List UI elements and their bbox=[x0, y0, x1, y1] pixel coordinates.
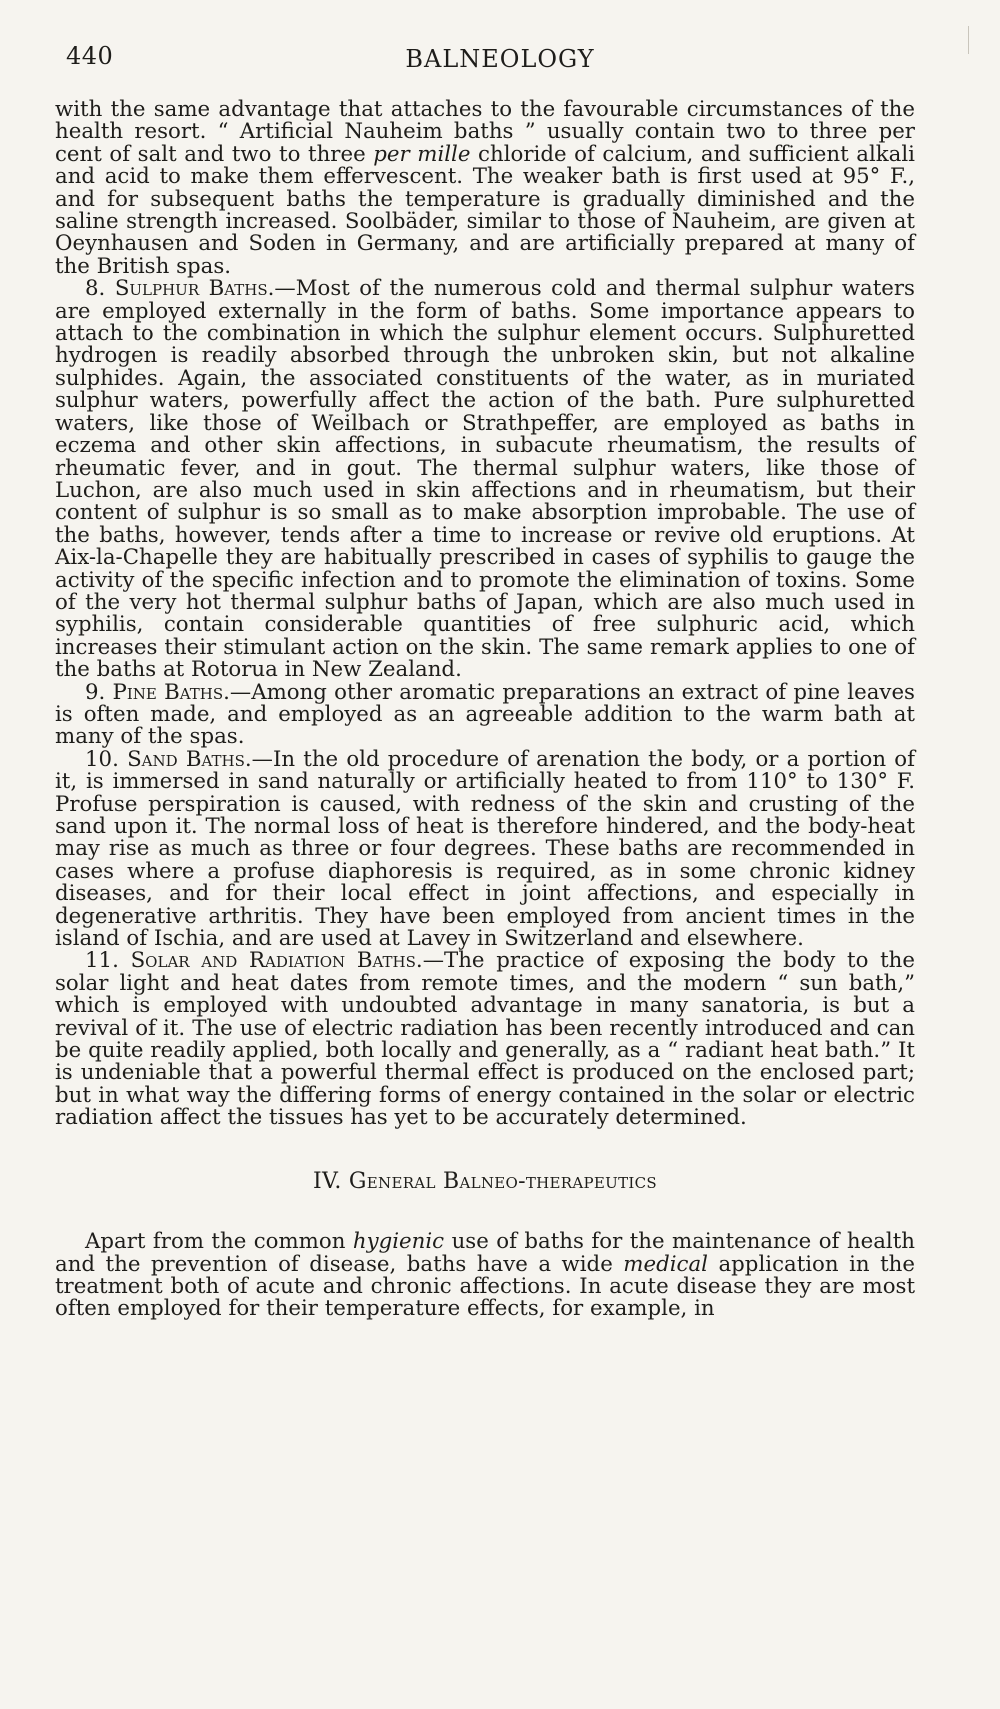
body-text bbox=[55, 99, 915, 1321]
paragraph-text: application in the treatment both of acute and chronic affections. In acute disease they are most often employed for their temperature effects, for example, in bbox=[55, 1251, 915, 1322]
paragraph-text: —The practice of exposing the body to the solar light and heat dates from remote times, and the modern “ sun bath,” which is employed with undoubted advantage in many sanatoria, is but a revival of it. The use of electric radiation has been recently introduced and can be quite readily applied, both locally and generally, as a “ radiant heat bath.” It is undeniable that a powerful thermal effect is produced on the enclosed part; but in what way the differing forms of energy contained in the solar or electric radiation affect the tissues has yet to be accurately determined. bbox=[55, 948, 915, 1131]
italic-term: per mille bbox=[373, 141, 471, 167]
section-number: 8. bbox=[85, 276, 106, 302]
paragraph-text: use of baths for the maintenance of health and the prevention of disease, baths have a wide bbox=[55, 1229, 915, 1277]
section-number: 9. bbox=[85, 679, 106, 705]
running-head bbox=[0, 42, 1000, 82]
paragraph-text: —Most of the numerous cold and thermal sulphur waters are employed externally in the form of baths. Some importance appears to attach to the combination in which the sulphur element occurs. Sulphuretted hydrogen is readily absorbed through the unbroken skin, but not alkaline sulphides. Again, the associated constituents of the water, as in muriated sulphur waters, powerfully affect the action of the bath. Pure sulphuretted waters, like those of Weilbach or Strathpeffer, are employed as baths in eczema and other skin affections, in subacute rheumatism, the results of rheumatic fever, and in gout. The thermal sulphur waters, like those of Luchon, are also much used in skin affections and in rheumatism, but their content of sulphur is so small as to make absorption improbable. The use of the baths, however, tends after a time to increase or revive old eruptions. At Aix-la-Chapelle they are habitually prescribed in cases of syphilis to gauge the activity of the specific infection and to promote the elimination of toxins. Some of the very hot thermal sulphur baths of Japan, which are also much used in syphilis, contain considerable quantities of free sulphuric acid, which increases their stimulant action on the skin. The same remark applies to one of the baths at Rotorua in New Zealand. bbox=[55, 276, 915, 683]
section-number: 10. bbox=[85, 746, 119, 772]
page-number: 440 bbox=[66, 42, 114, 70]
section-paragraph-sulphur-baths bbox=[55, 278, 915, 681]
paragraph-text: Apart from the common bbox=[85, 1229, 353, 1255]
paragraph-text: chloride of calcium, and sufficient alkali and acid to make them effervescent. The weaker bath is first used at 95° F., and for subsequent baths the temperature is gradually diminished and the saline strength increased. Soolbäder, similar to those of Nauheim, are given at Oeynhausen and Soden in Germany, and are artificially prepared at many of the British spas. bbox=[55, 141, 915, 279]
section-heading-inline: Solar and Radiation Baths. bbox=[130, 948, 423, 974]
paragraph-text: —In the old procedure of arenation the body, or a portion of it, is immersed in sand naturally or artificially heated to from 110° to 130° F. Profuse perspiration is caused, with redness of the skin and crusting of the sand upon it. The normal loss of heat is therefore hindered, and the body-heat may rise as much as three or four degrees. These baths are recommended in cases where a profuse diaphoresis is required, as in some chronic kidney diseases, and for their local effect in joint affections, and especially in degenerative arthritis. They have been employed from ancient times in the island of Ischia, and are used at Lavey in Switzerland and elsewhere. bbox=[55, 746, 915, 952]
section-paragraph-sand-baths bbox=[55, 746, 915, 952]
section-paragraph-pine-baths bbox=[55, 679, 915, 750]
paragraph-text: —Among other aromatic preparations an extract of pine leaves is often made, and employed as an agreeable addition to the warm bath at many of the spas. bbox=[55, 679, 915, 750]
section-heading-inline: Pine Baths. bbox=[112, 679, 230, 705]
paragraph-text: with the same advantage that attaches to the favourable circumstances of the health resort. “ Artificial Nauheim baths ” usually contain two to three per cent of salt and two to three bbox=[55, 97, 915, 167]
italic-term: hygienic bbox=[352, 1229, 445, 1255]
italic-term: medical bbox=[623, 1251, 708, 1277]
chapter-section-heading: IV. General Balneo-therapeutics bbox=[313, 1168, 657, 1194]
section-paragraph-solar-baths bbox=[55, 950, 915, 1129]
section-heading-inline: Sulphur Baths. bbox=[114, 276, 275, 302]
section-heading-inline: Sand Baths. bbox=[127, 746, 252, 772]
running-title: BALNEOLOGY bbox=[405, 45, 595, 73]
continuation-paragraph bbox=[55, 99, 915, 278]
general-balneotherapeutics-paragraph bbox=[55, 1231, 915, 1321]
section-number: 11. bbox=[85, 948, 119, 974]
